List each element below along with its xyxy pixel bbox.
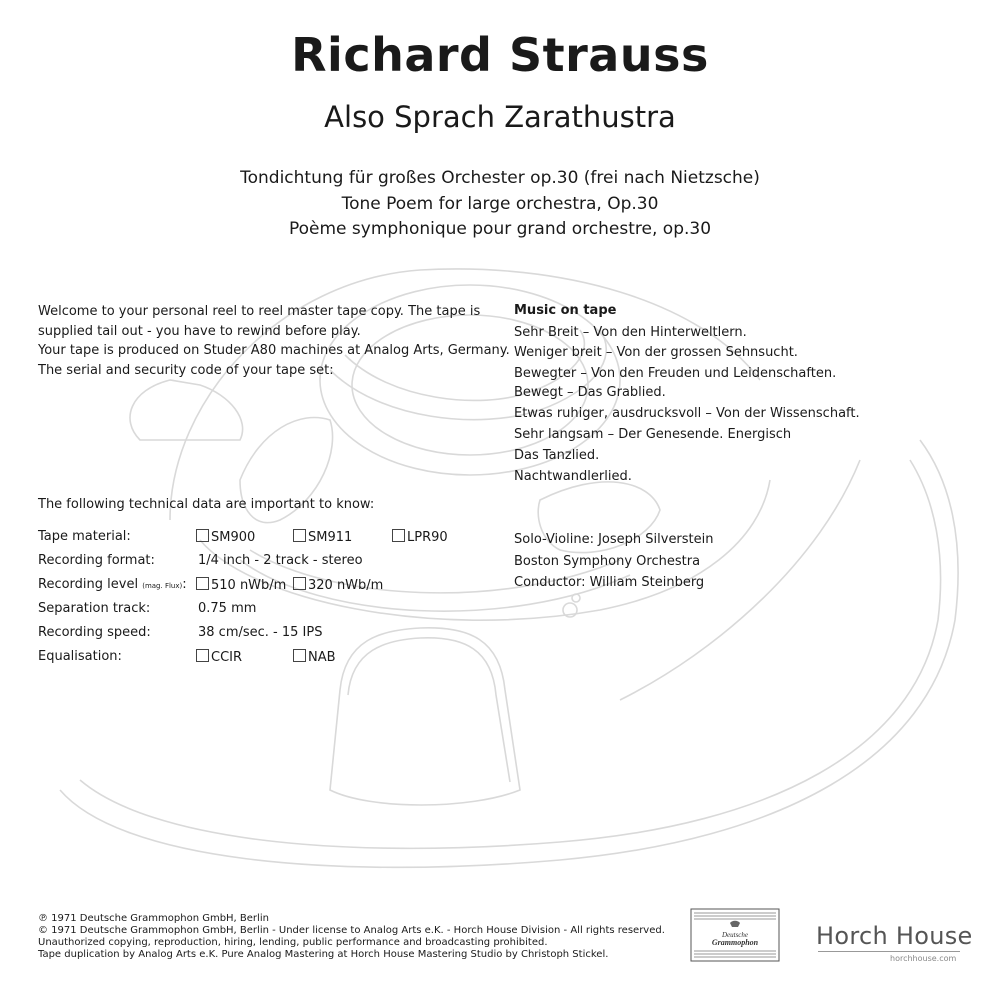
composer-title: Richard Strauss — [291, 28, 709, 82]
checkbox-sm900[interactable] — [196, 529, 209, 542]
intro-line: The serial and security code of your tape set: — [38, 362, 334, 378]
footer-line: Tape duplication by Analog Arts e.K. Pure Analog Mastering at Horch House Mastering Studio by Christoph Stickel. — [38, 949, 609, 960]
separation-track-label: Separation track: — [38, 601, 151, 616]
credit-line: Boston Symphony Orchestra — [514, 553, 701, 569]
checkbox-ccir[interactable] — [196, 649, 209, 662]
recording-format-label: Recording format: — [38, 553, 155, 568]
intro-line: supplied tail out - you have to rewind before play. — [38, 323, 361, 339]
credit-line: Solo-Violine: Joseph Silverstein — [514, 532, 714, 547]
description-french: Poème symphonique pour grand orchestre, op.30 — [288, 219, 712, 239]
intro-line: Your tape is produced on Studer A80 machines at Analog Arts, Germany. — [38, 343, 510, 358]
track-item: Sehr langsam – Der Genesende. Energisch — [514, 427, 792, 442]
option-nab[interactable]: NAB — [293, 649, 336, 665]
track-item: Bewegter – Von den Freuden und Leidenschaften. — [514, 366, 837, 381]
option-lpr90[interactable]: LPR90 — [392, 529, 448, 545]
track-item: Etwas ruhiger, ausdrucksvoll – Von der Wissenschaft. — [514, 406, 860, 421]
svg-text:Deutsche: Deutsche — [721, 931, 749, 939]
intro-text — [38, 302, 508, 380]
horch-house-url: horchhouse.com — [890, 954, 957, 963]
tape-material-label: Tape material: — [38, 529, 131, 544]
mag-flux-note: (mag. Flux) — [142, 582, 183, 590]
recording-level-label: Recording level (mag. Flux): — [38, 577, 187, 592]
work-title: Also Sprach Zarathustra — [324, 100, 676, 134]
credit-line: Conductor: William Steinberg — [514, 575, 705, 590]
performer-credits — [514, 529, 714, 594]
music-heading: Music on tape — [514, 303, 617, 318]
description-german: Tondichtung für großes Orchester op.30 (frei nach Nietzsche) — [240, 168, 760, 188]
track-item: Nachtwandlerlied. — [514, 469, 632, 484]
option-320-nwb[interactable]: 320 nWb/m — [293, 577, 383, 593]
track-item: Bewegt – Das Grablied. — [514, 385, 666, 400]
option-ccir[interactable]: CCIR — [196, 649, 242, 665]
track-item: Das Tanzlied. — [514, 448, 600, 463]
footer-line: Unauthorized copying, reproduction, hiring, lending, public performance and broadcasting prohibited. — [38, 937, 548, 948]
separation-track-value: 0.75 mm — [198, 601, 257, 616]
copyright-footer — [38, 913, 665, 961]
recording-speed-label: Recording speed: — [38, 625, 151, 640]
checkbox-lpr90[interactable] — [392, 529, 405, 542]
horch-house-divider — [818, 951, 960, 952]
option-sm911[interactable]: SM911 — [293, 529, 352, 545]
checkbox-sm911[interactable] — [293, 529, 306, 542]
intro-line: Welcome to your personal reel to reel master tape copy. The tape is — [38, 304, 481, 319]
option-sm900[interactable]: SM900 — [196, 529, 255, 545]
recording-format-value: 1/4 inch - 2 track - stereo — [198, 553, 363, 568]
music-on-tape — [514, 303, 860, 504]
option-510-nwb[interactable]: 510 nWb/m — [196, 577, 286, 593]
recording-speed-value: 38 cm/sec. - 15 IPS — [198, 625, 323, 640]
technical-heading: The following technical data are important to know: — [38, 497, 375, 512]
track-item: Sehr Breit – Von den Hinterweltlern. — [514, 325, 747, 340]
svg-text:Grammophon: Grammophon — [711, 938, 759, 947]
checkbox-320-nwb[interactable] — [293, 577, 306, 590]
horch-house-logo: Horch House — [816, 922, 973, 950]
description-english: Tone Poem for large orchestra, Op.30 — [341, 194, 659, 214]
footer-line: © 1971 Deutsche Grammophon GmbH, Berlin - Under license to Analog Arts e.K. - Horch House Division - All rights reserved. — [38, 925, 665, 936]
footer-line: ℗ 1971 Deutsche Grammophon GmbH, Berlin — [38, 913, 269, 924]
track-item: Weniger breit – Von der grossen Sehnsucht. — [514, 345, 798, 360]
equalisation-label: Equalisation: — [38, 649, 122, 664]
deutsche-grammophon-logo — [690, 908, 780, 962]
checkbox-510-nwb[interactable] — [196, 577, 209, 590]
checkbox-nab[interactable] — [293, 649, 306, 662]
